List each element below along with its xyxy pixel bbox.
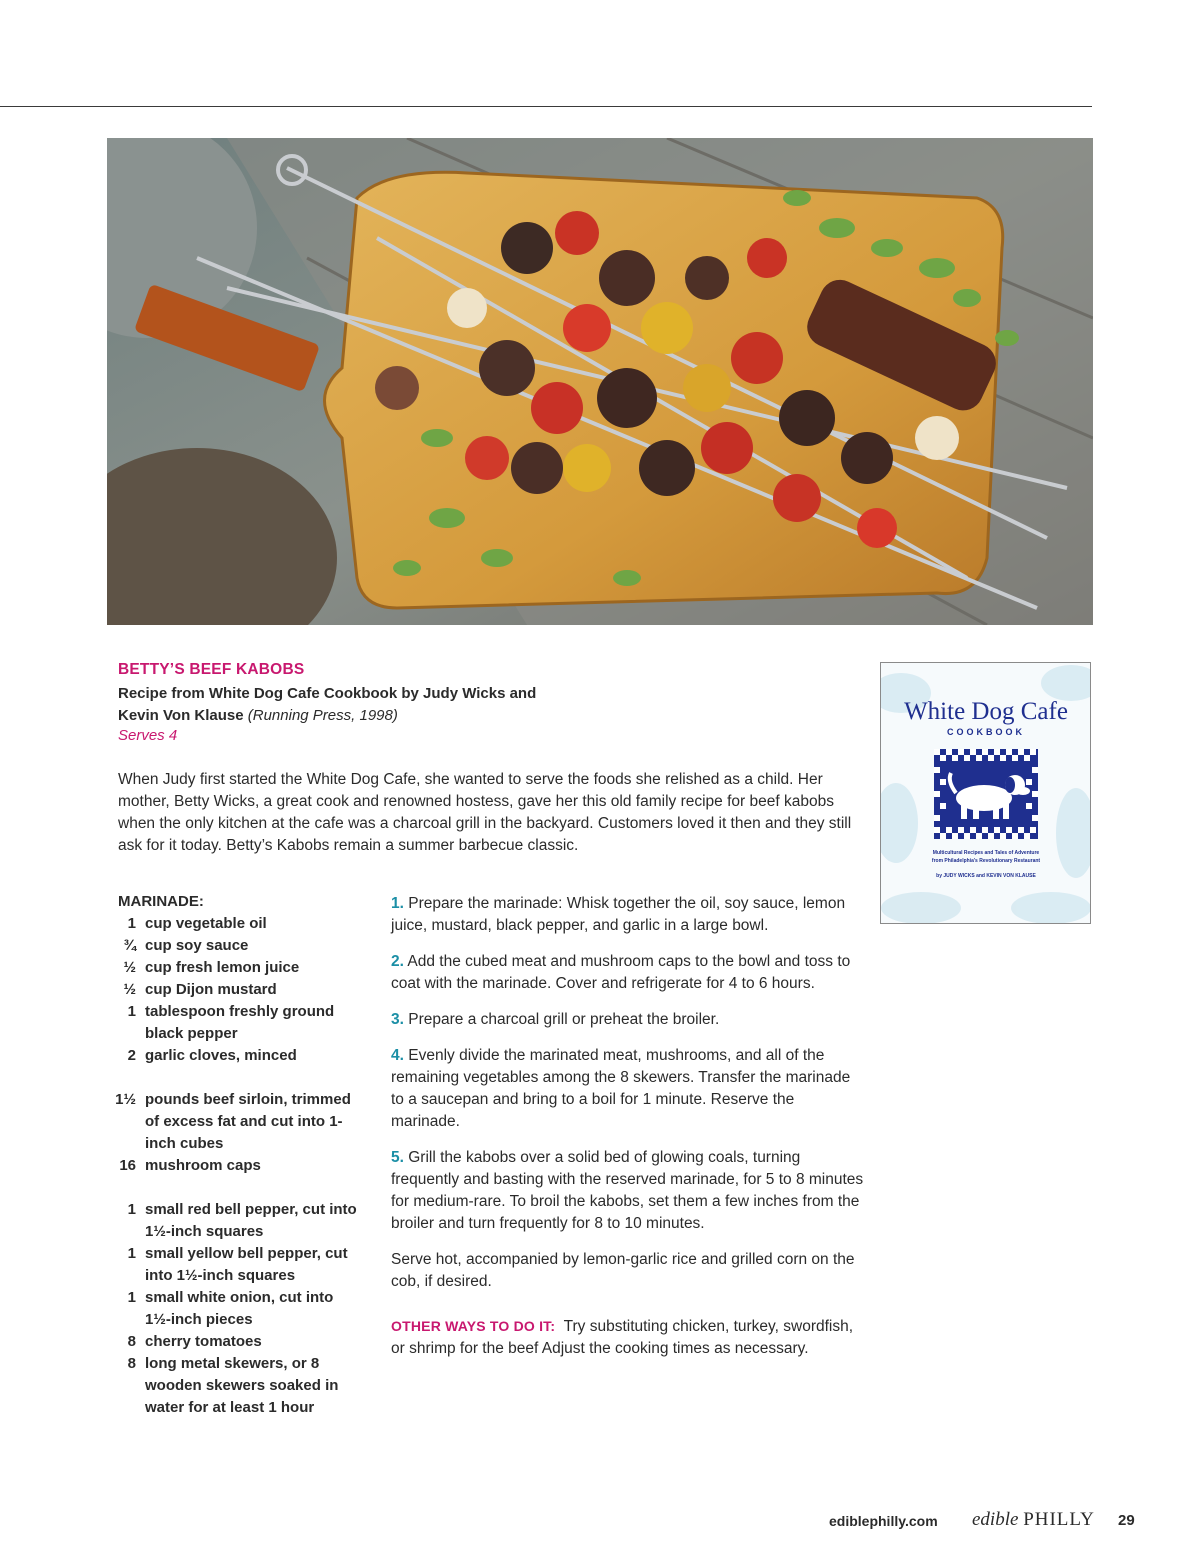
ingredient-qty: ¾ — [123, 937, 136, 954]
ingredient-text: garlic cloves, minced — [145, 1047, 297, 1064]
step-3 — [391, 1009, 866, 1031]
top-rule — [0, 106, 1092, 107]
page-number: 29 — [1118, 1512, 1135, 1529]
ingredient-item — [100, 913, 370, 935]
ingredient-qty: 1 — [127, 915, 136, 932]
recipe-source — [118, 683, 578, 727]
step-text: Prepare a charcoal grill or preheat the broiler. — [408, 1011, 720, 1028]
ingredient-text: cup vegetable oil — [145, 915, 267, 932]
ingredient-item — [100, 1089, 370, 1155]
ingredient-qty: 1 — [127, 1289, 136, 1306]
ingredient-item — [100, 935, 370, 957]
ingredient-item — [100, 979, 370, 1001]
ingredient-item — [100, 957, 370, 979]
step-number: 2. — [391, 953, 404, 970]
ingredient-text: mushroom caps — [145, 1157, 261, 1174]
source-citation: Recipe from White Dog Cafe Cookbook by Judy Wicks and Kevin Von Klause — [118, 685, 537, 724]
ingredient-qty: 1 — [127, 1245, 136, 1262]
book-subtitle: COOKBOOK — [947, 727, 1025, 737]
step-text: Evenly divide the marinated meat, mushrooms, and all of the remaining vegetables among the 8 skewers. Transfer the marinade to a saucepan and bring to a boil for 1 minute. Reserve the marinade. — [391, 1047, 851, 1130]
step-4 — [391, 1045, 866, 1133]
brand-caps: PHILLY — [1023, 1509, 1095, 1530]
kabobs-photo — [107, 138, 1093, 625]
step-text: Prepare the marinade: Whisk together the oil, soy sauce, lemon juice, mustard, black pepper, and garlic in a large bowl. — [391, 895, 846, 934]
serve-note: Serve hot, accompanied by lemon-garlic rice and grilled corn on the cob, if desired. — [391, 1251, 855, 1290]
marinade-heading: MARINADE: — [118, 893, 204, 910]
recipe-title: BETTY’S BEEF KABOBS — [118, 661, 305, 678]
ingredient-item — [100, 1353, 370, 1419]
source-publisher: (Running Press, 1998) — [247, 707, 398, 724]
ingredients-list — [100, 891, 370, 1441]
book-cover — [880, 662, 1091, 924]
recipe-intro: When Judy first started the White Dog Cafe, she wanted to serve the foods she relished as a child. Her mother, Betty Wicks, a great cook and renowned hostess, gave her this old family recipe for beef kabobs when the only kitchen at the cafe was a charcoal grill in the backyard. Customers loved it then and they still ask for it today. Betty’s Kabobs remain a summer barbecue classic. — [118, 771, 852, 854]
step-number: 4. — [391, 1047, 404, 1064]
book-title: White Dog Cafe — [904, 698, 1068, 725]
brand-italic: edible — [972, 1509, 1019, 1530]
step-text: Add the cubed meat and mushroom caps to the bowl and toss to coat with the marinade. Cover and refrigerate for 4 to 6 hours. — [391, 953, 851, 992]
ingredient-item — [100, 1155, 370, 1177]
other-ways — [391, 1315, 866, 1360]
ingredient-text: cup soy sauce — [145, 937, 249, 954]
ingredient-qty: 2 — [127, 1047, 136, 1064]
ingredient-item — [100, 1287, 370, 1331]
ingredient-qty: 16 — [119, 1157, 136, 1174]
step-number: 5. — [391, 1149, 404, 1166]
ingredient-group — [100, 1199, 370, 1419]
ingredient-text: small white onion, cut into 1½-inch pieces — [145, 1289, 334, 1328]
ingredient-qty: 1 — [127, 1201, 136, 1218]
ingredient-group — [100, 1089, 370, 1177]
ingredient-group — [100, 913, 370, 1067]
ingredient-item — [100, 1001, 370, 1045]
ingredient-text: small yellow bell pepper, cut into 1½-inch squares — [145, 1245, 348, 1284]
serves-count: Serves 4 — [118, 727, 178, 744]
other-ways-label: OTHER WAYS TO DO IT: — [391, 1318, 556, 1334]
ingredient-text: cup fresh lemon juice — [145, 959, 300, 976]
recipe-steps — [391, 893, 866, 1374]
step-5 — [391, 1147, 866, 1235]
dog-checker-icon — [934, 749, 1038, 839]
ingredient-text: cherry tomatoes — [145, 1333, 262, 1350]
book-tagline-1: Multicultural Recipes and Tales of Adventure — [932, 850, 1040, 856]
ingredient-qty: ½ — [123, 981, 136, 998]
ingredient-item — [100, 1331, 370, 1353]
ingredient-text: small red bell pepper, cut into 1½-inch squares — [145, 1201, 357, 1240]
step-text: Grill the kabobs over a solid bed of glowing coals, turning frequently and basting with the reserved marinade, for 5 to 8 minutes for medium-rare. To broil the kabobs, set them a few inches from the broiler and turn frequently for 8 to 10 minutes. — [391, 1149, 864, 1232]
book-tagline-2: from Philadelphia’s Revolutionary Restaurant — [931, 858, 1041, 864]
ingredient-item — [100, 1045, 370, 1067]
ingredient-text: tablespoon freshly ground black pepper — [145, 1003, 335, 1042]
step-number: 1. — [391, 895, 404, 912]
ingredient-text: long metal skewers, or 8 wooden skewers soaked in water for at least 1 hour — [145, 1355, 339, 1416]
ingredient-item — [100, 1243, 370, 1287]
ingredient-qty: 8 — [127, 1355, 136, 1372]
footer-brand — [972, 1509, 1095, 1531]
footer-site-url: ediblephilly.com — [829, 1513, 938, 1529]
step-1 — [391, 893, 866, 937]
ingredient-text: cup Dijon mustard — [145, 981, 277, 998]
ingredient-text: pounds beef sirloin, trimmed of excess fat and cut into 1-inch cubes — [145, 1091, 351, 1152]
book-authors: by JUDY WICKS and KEVIN VON KLAUSE — [936, 873, 1036, 879]
step-number: 3. — [391, 1011, 404, 1028]
ingredient-qty: 8 — [127, 1333, 136, 1350]
step-2 — [391, 951, 866, 995]
ingredient-item — [100, 1199, 370, 1243]
ingredient-qty: 1½ — [115, 1091, 136, 1108]
ingredient-qty: ½ — [123, 959, 136, 976]
other-ways-text: Try substituting chicken, turkey, swordfish, or shrimp for the beef Adjust the cooking times as necessary. — [391, 1318, 854, 1357]
ingredient-qty: 1 — [127, 1003, 136, 1020]
